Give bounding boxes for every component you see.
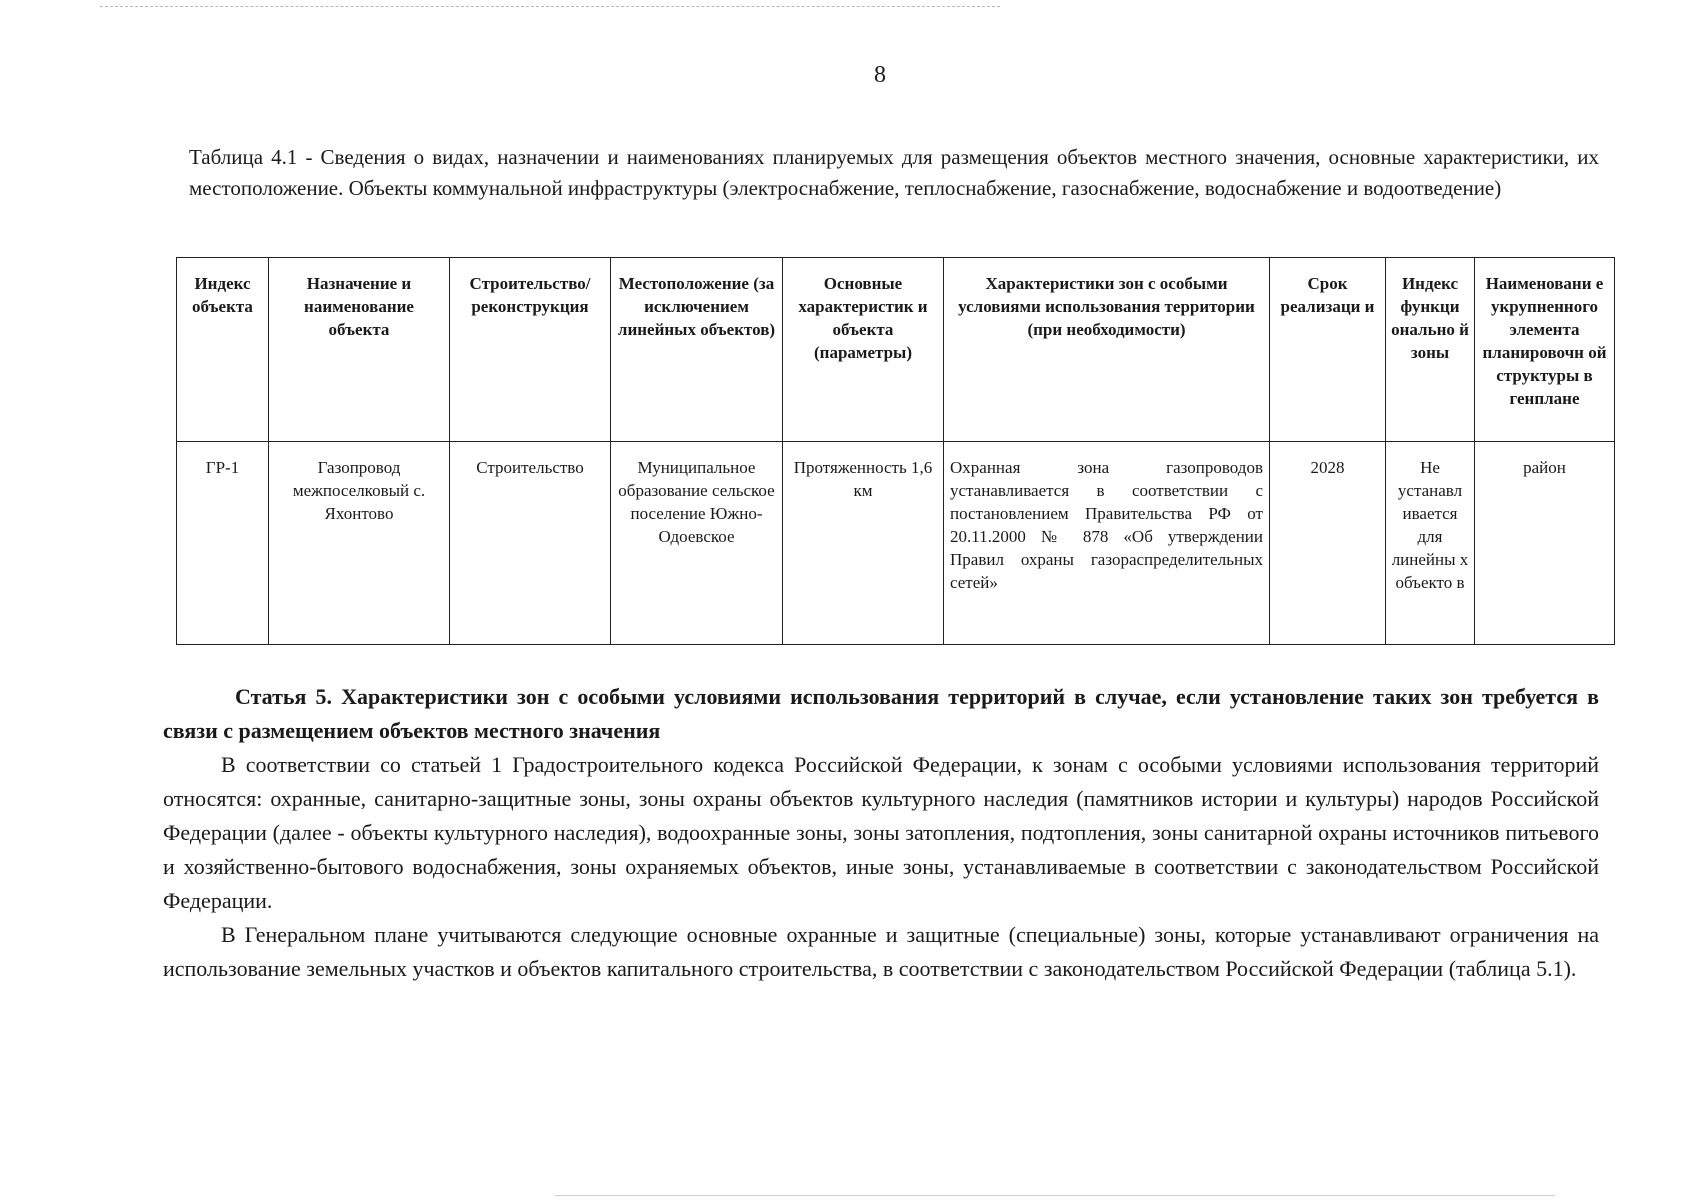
header-special-zones: Характеристики зон с особыми условиями использования территории (при необходимости) — [944, 258, 1270, 442]
article-paragraph-1: В соответствии со статьей 1 Градостроительного кодекса Российской Федерации, к зонам с особыми условиями использования территорий относятся: охранные, санитарно-защитные зоны, зоны охраны объектов культурного наследия (памятников истории и культуры) народов Российской Федерации (далее - объекты культурного наследия), водоохранные зоны, зоны затопления, подтопления, зоны санитарной охраны источников питьевого и хозяйственно-бытового водоснабжения, зоны охраняемых объектов, иные зоны, устанавливаемые в соответствии с законодательством Российской Федерации. — [163, 752, 1599, 913]
header-location: Местоположение (за исключением линейных объектов) — [611, 258, 783, 442]
header-zone-index: Индекс функци онально й зоны — [1386, 258, 1475, 442]
header-object-purpose: Назначение и наименование объекта — [269, 258, 450, 442]
article-section — [163, 680, 1599, 986]
table-header-row — [177, 258, 1615, 442]
header-characteristics: Основные характеристик и объекта (параметры) — [783, 258, 944, 442]
page-number: 8 — [874, 62, 886, 88]
header-construction-type: Строительство/ реконструкция — [450, 258, 611, 442]
cell-zone-index: Не устанавл ивается для линейны х объекто в — [1386, 442, 1475, 645]
cell-characteristics: Протяженность 1,6 км — [783, 442, 944, 645]
table-row — [177, 442, 1615, 645]
scan-artifact-bottom — [555, 1195, 1555, 1196]
cell-special-zones: Охранная зона газопроводов устанавливается в соответствии с постановлением Правительства РФ от 20.11.2000 № 878 «Об утверждении Правил охраны газораспределительных сетей» — [944, 442, 1270, 645]
article-title: Статья 5. Характеристики зон с особыми условиями использования территорий в случае, если установление таких зон требуется в связи с размещением объектов местного значения — [163, 684, 1599, 743]
cell-construction-type: Строительство — [450, 442, 611, 645]
header-deadline: Срок реализаци и — [1270, 258, 1386, 442]
article-paragraph-2: В Генеральном плане учитываются следующие основные охранные и защитные (специальные) зоны, которые устанавливают ограничения на использование земельных участков и объектов капитального строительства, в соответствии с законодательством Российской Федерации (таблица 5.1). — [163, 922, 1599, 981]
scan-artifact-top — [100, 6, 1000, 7]
cell-object-purpose: Газопровод межпоселковый с. Яхонтово — [269, 442, 450, 645]
cell-object-index: ГР-1 — [177, 442, 269, 645]
objects-table — [176, 257, 1615, 645]
cell-location: Муниципальное образование сельское поселение Южно-Одоевское — [611, 442, 783, 645]
cell-deadline: 2028 — [1270, 442, 1386, 645]
header-object-index: Индекс объекта — [177, 258, 269, 442]
table-caption: Таблица 4.1 - Сведения о видах, назначении и наименованиях планируемых для размещения объектов местного значения, основные характеристики, их местоположение. Объекты коммунальной инфраструктуры (электроснабжение, теплоснабжение, газоснабжение, водоснабжение и водоотведение) — [189, 145, 1599, 200]
header-planning-element: Наименовани е укрупненного элемента планировочн ой структуры в генплане — [1475, 258, 1615, 442]
cell-planning-element: район — [1475, 442, 1615, 645]
